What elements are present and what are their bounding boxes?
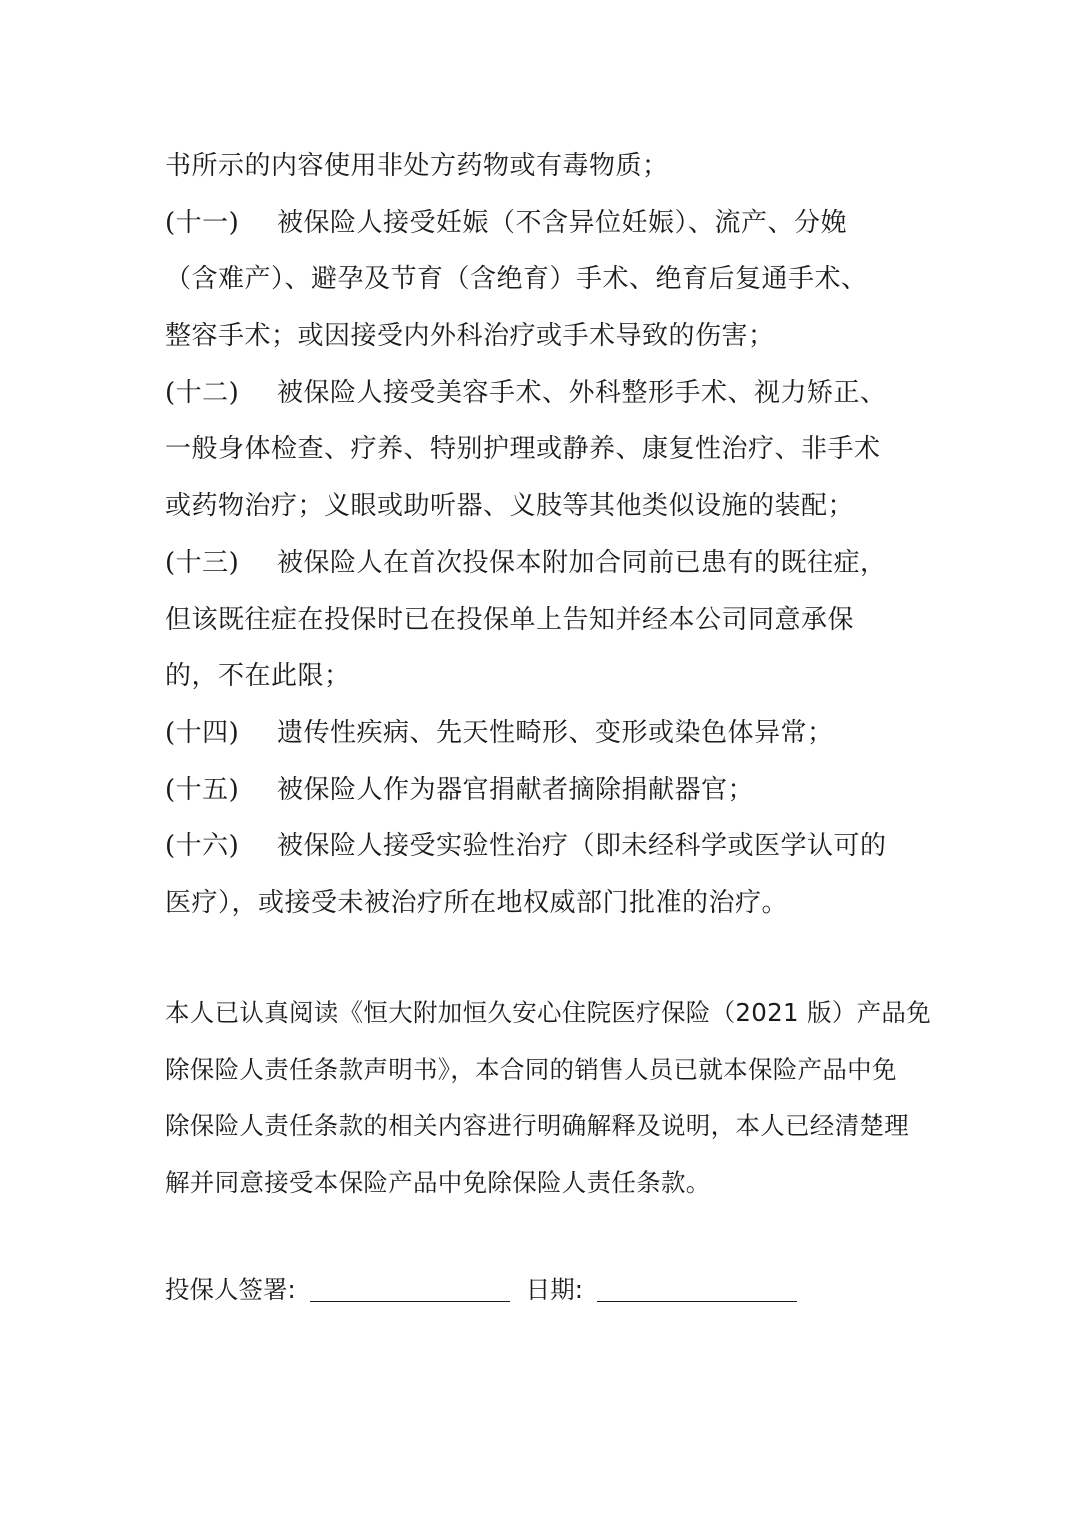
clause-11-line-3: 整容手术；或因接受内外科治疗或手术导致的伤害；	[165, 321, 775, 352]
declaration-paragraph	[165, 985, 935, 1211]
date-label: 日期:	[525, 1275, 584, 1304]
declaration-line: 除保险人责任条款声明书》，本合同的销售人员已就本保险产品中免	[165, 1054, 897, 1084]
clause-15-line-1	[165, 762, 925, 819]
clause-continuation: 书所示的内容使用非处方药物或有毒物质；	[165, 151, 669, 181]
clause-13-line-2: 但该既往症在投保时已在投保单上告知并经本公司同意承保	[165, 604, 855, 635]
clause-number: (十三)	[165, 547, 240, 578]
clause-number: (十五)	[165, 774, 240, 805]
clause-13-line-1	[165, 535, 925, 592]
clause-11-line-1	[165, 195, 925, 252]
clause-text: 被保险人接受实验性治疗（即未经科学或医学认可的	[277, 831, 887, 862]
clause-12-line-3: 或药物治疗；义眼或助听器、义肢等其他类似设施的装配；	[165, 491, 855, 522]
signature-row	[165, 1268, 813, 1312]
clause-13-line-3: 的，不在此限；	[165, 661, 351, 692]
date-field[interactable]	[597, 1275, 797, 1302]
signer-label: 投保人签署:	[165, 1275, 296, 1304]
declaration-line: 除保险人责任条款的相关内容进行明确解释及说明，本人已经清楚理	[165, 1111, 909, 1140]
clause-11-line-2: （含难产）、避孕及节育（含绝育）手术、绝育后复通手术、	[165, 264, 868, 295]
clause-number: (十四)	[165, 717, 240, 748]
clause-14-line-1	[165, 705, 925, 762]
clause-text: 被保险人接受美容手术、外科整形手术、视力矫正、	[277, 377, 887, 408]
clause-12-line-1	[165, 365, 925, 422]
clause-number: (十二)	[165, 377, 240, 408]
declaration-line: 本人已认真阅读《恒大附加恒久安心住院医疗保险（2021 版）产品免	[165, 998, 932, 1027]
signer-signature-field[interactable]	[310, 1275, 510, 1302]
clause-text: 被保险人作为器官捐献者摘除捐献器官；	[277, 774, 755, 805]
clause-16-line-1	[165, 818, 925, 875]
clause-text: 被保险人接受妊娠（不含异位妊娠）、流产、分娩	[277, 207, 848, 238]
clause-text: 遗传性疾病、先天性畸形、变形或染色体异常；	[277, 717, 834, 748]
exclusion-clauses	[165, 138, 925, 932]
clause-16-line-2: 医疗），或接受未被治疗所在地权威部门批准的治疗。	[165, 887, 789, 918]
clause-text: 被保险人在首次投保本附加合同前已患有的既往症，	[277, 547, 887, 578]
clause-number: (十六)	[165, 831, 240, 862]
declaration-line: 解并同意接受本保险产品中免除保险人责任条款。	[165, 1167, 711, 1197]
clause-12-line-2: 一般身体检查、疗养、特别护理或静养、康复性治疗、非手术	[165, 434, 881, 465]
clause-number: (十一)	[165, 207, 240, 238]
